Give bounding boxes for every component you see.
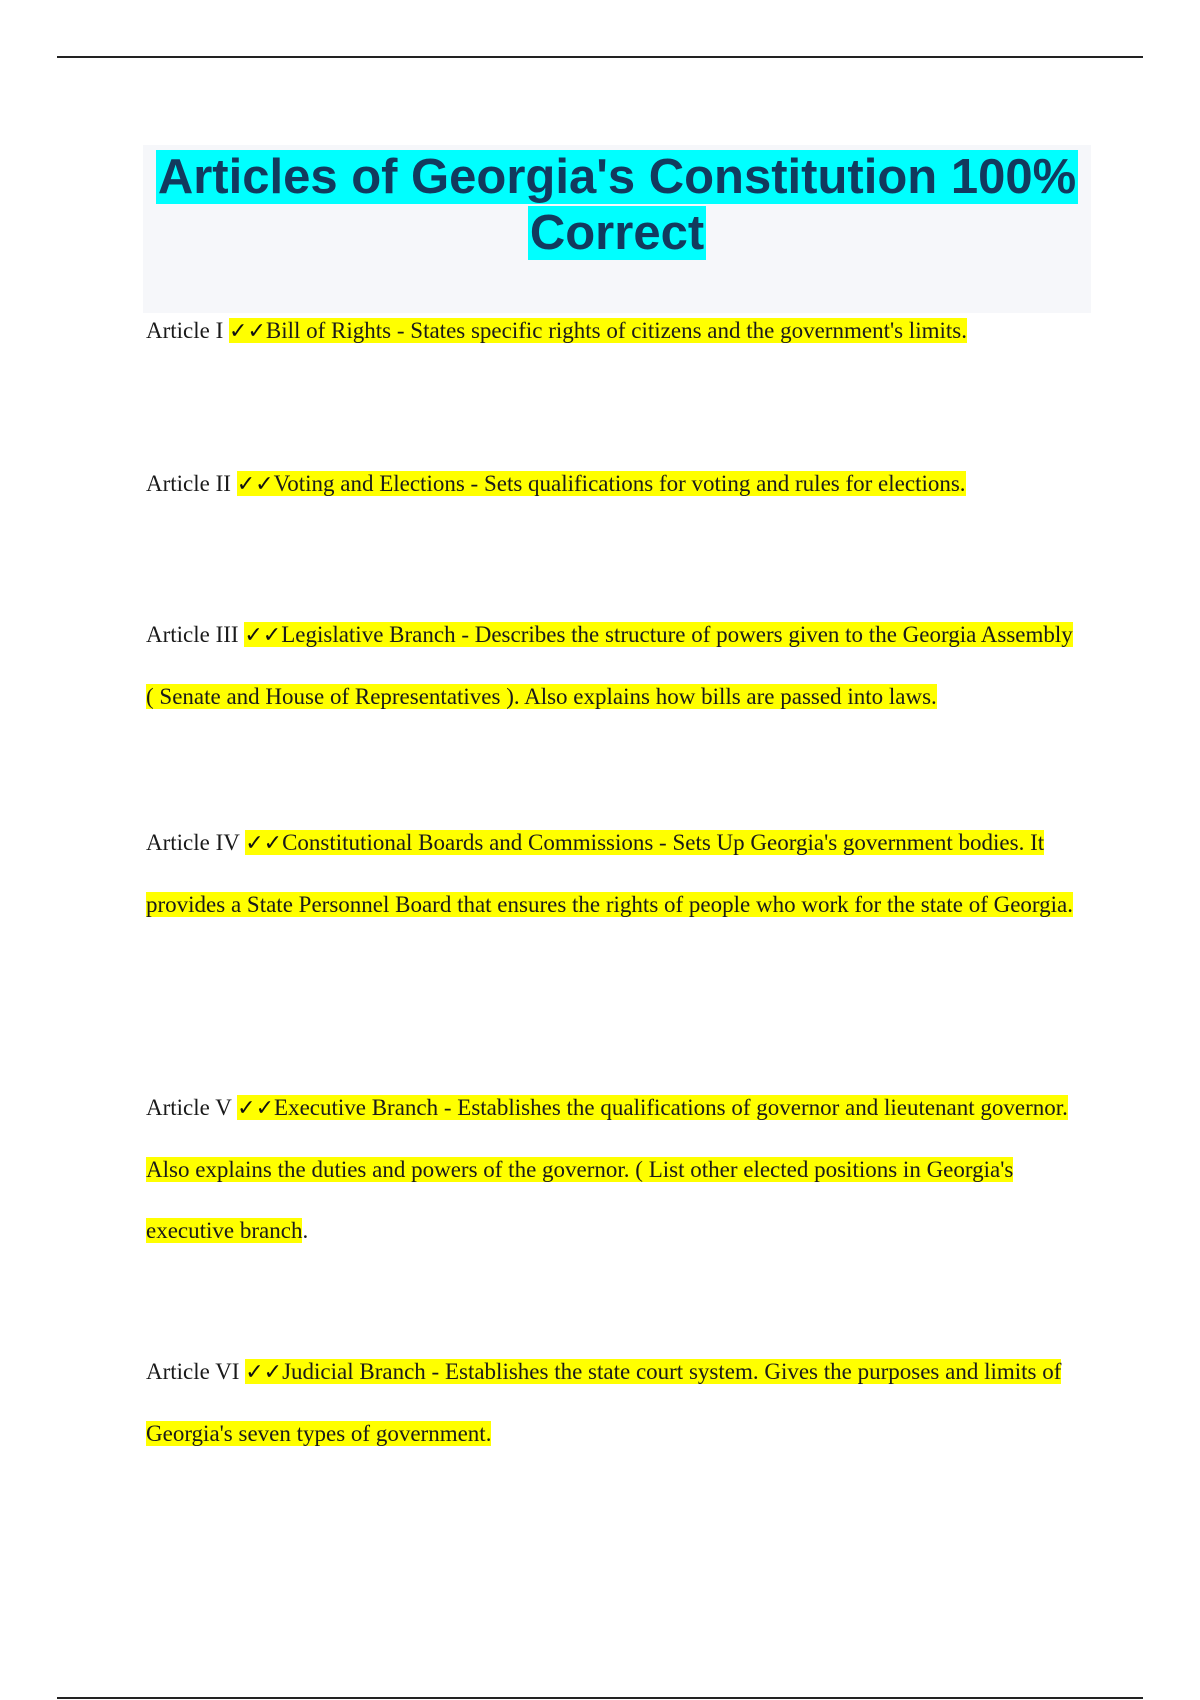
article-entry-4	[146, 812, 1086, 935]
article-label: Article II	[146, 471, 231, 496]
article-entry-5	[146, 1077, 1086, 1261]
article-entry-6	[146, 1341, 1086, 1464]
article-answer	[146, 1359, 1061, 1446]
article-answer	[146, 830, 1073, 917]
check-mark-icon: ✓✓	[244, 623, 282, 648]
article-description: Bill of Rights - States specific rights of citizens and the government's limits.	[265, 318, 967, 343]
article-answer	[237, 471, 966, 496]
check-mark-icon: ✓✓	[245, 1360, 283, 1385]
article-description: Constitutional Boards and Commissions - Sets Up Georgia's government bodies. It provides a State Personnel Board that ensures the rights of people who work for the state of Georgia.	[146, 830, 1074, 917]
article-description: Legislative Branch - Describes the structure of powers given to the Georgia Assembly ( Senate and House of Representatives ). Also explains how bills are passed into laws.	[146, 622, 1073, 709]
article-description: Judicial Branch - Establishes the state court system. Gives the purposes and limits of Georgia's seven types of government.	[146, 1359, 1062, 1446]
article-label: Article III	[146, 622, 239, 647]
article-label: Article VI	[146, 1359, 240, 1384]
article-entry-2	[146, 453, 1086, 515]
page-title-text: Articles of Georgia's Constitution 100% Correct	[157, 150, 1077, 260]
top-rule	[57, 56, 1143, 58]
article-label: Article IV	[146, 830, 240, 855]
article-entry-1	[146, 300, 1086, 362]
article-label: Article I	[146, 318, 224, 343]
page-title	[143, 145, 1091, 261]
title-box	[143, 145, 1091, 313]
check-mark-icon: ✓✓	[245, 831, 283, 856]
bottom-rule	[57, 1697, 1143, 1699]
check-mark-icon: ✓✓	[229, 319, 266, 344]
check-mark-icon: ✓✓	[237, 1096, 275, 1121]
article-label: Article V	[146, 1095, 232, 1120]
check-mark-icon: ✓✓	[236, 472, 274, 497]
article-trailing: .	[302, 1218, 309, 1243]
article-description: Executive Branch - Establishes the qualifications of governor and lieutenant governor. Also explains the duties and powers of the governor. ( List other elected positions in Georgia's executive branch	[146, 1095, 1068, 1243]
article-entry-3	[146, 604, 1086, 727]
article-description: Voting and Elections - Sets qualifications for voting and rules for elections.	[273, 471, 966, 496]
article-answer	[146, 1095, 1068, 1243]
article-answer	[229, 318, 967, 343]
article-answer	[146, 622, 1073, 709]
